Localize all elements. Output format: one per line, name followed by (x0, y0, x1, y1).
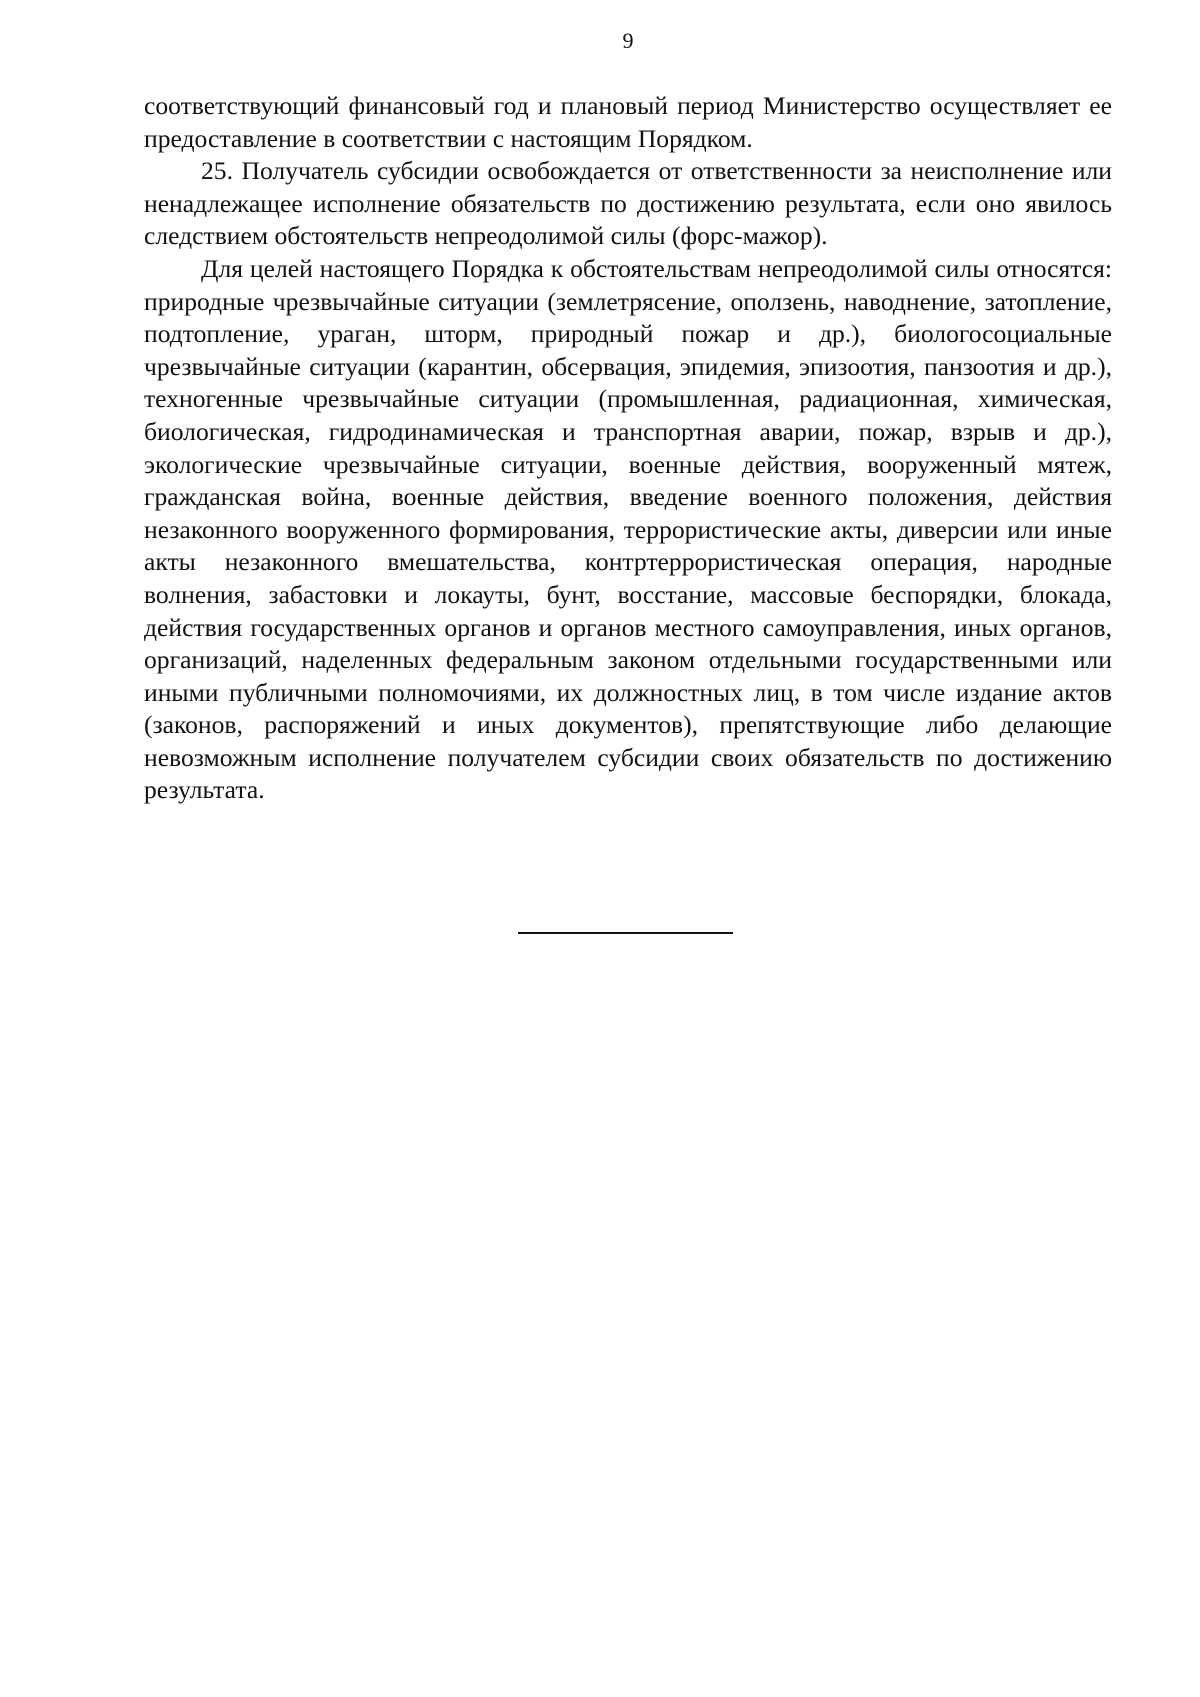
page-number: 9 (622, 28, 634, 53)
paragraph-item-25: 25. Получатель субсидии освобождается от ответственности за неисполнение или ненадлежащее исполнение обязательств по достижению результата, если оно явилось следствием обстоятельств непреодолимой силы (форс-мажор). (144, 156, 1112, 251)
paragraph-continuation: соответствующий финансовый год и плановый период Министерство осуществляет ее предоставление в соответствии с настоящим Порядком. (144, 91, 1112, 153)
document-body (144, 90, 1112, 807)
end-of-document-rule (518, 932, 733, 934)
paragraph-force-majeure-definition: Для целей настоящего Порядка к обстоятельствам непреодолимой силы относятся: природные чрезвычайные ситуации (землетрясение, оползень, наводнение, затопление, подтопление, ураган, шторм, природный пожар и др.), биологосоциальные чрезвычайные ситуации (карантин, обсервация, эпидемия, эпизоотия, панзоотия и др.), техногенные чрезвычайные ситуации (промышленная, радиационная, химическая, биологическая, гидродинамическая и транспортная аварии, пожар, взрыв и др.), экологические чрезвычайные ситуации, военные действия, вооруженный мятеж, гражданская война, военные действия, введение военного положения, действия незаконного вооруженного формирования, террористические акты, диверсии или иные акты незаконного вмешательства, контртеррористическая операция, народные волнения, забастовки и локауты, бунт, восстание, массовые беспорядки, блокада, действия государственных органов и органов местного самоуправления, иных органов, организаций, наделенных федеральным законом отдельными государственными или иными публичными полномочиями, их должностных лиц, в том числе издание актов (законов, распоряжений и иных документов), препятствующие либо делающие невозможным исполнение получателем субсидии своих обязательств по достижению результата. (144, 253, 1112, 805)
